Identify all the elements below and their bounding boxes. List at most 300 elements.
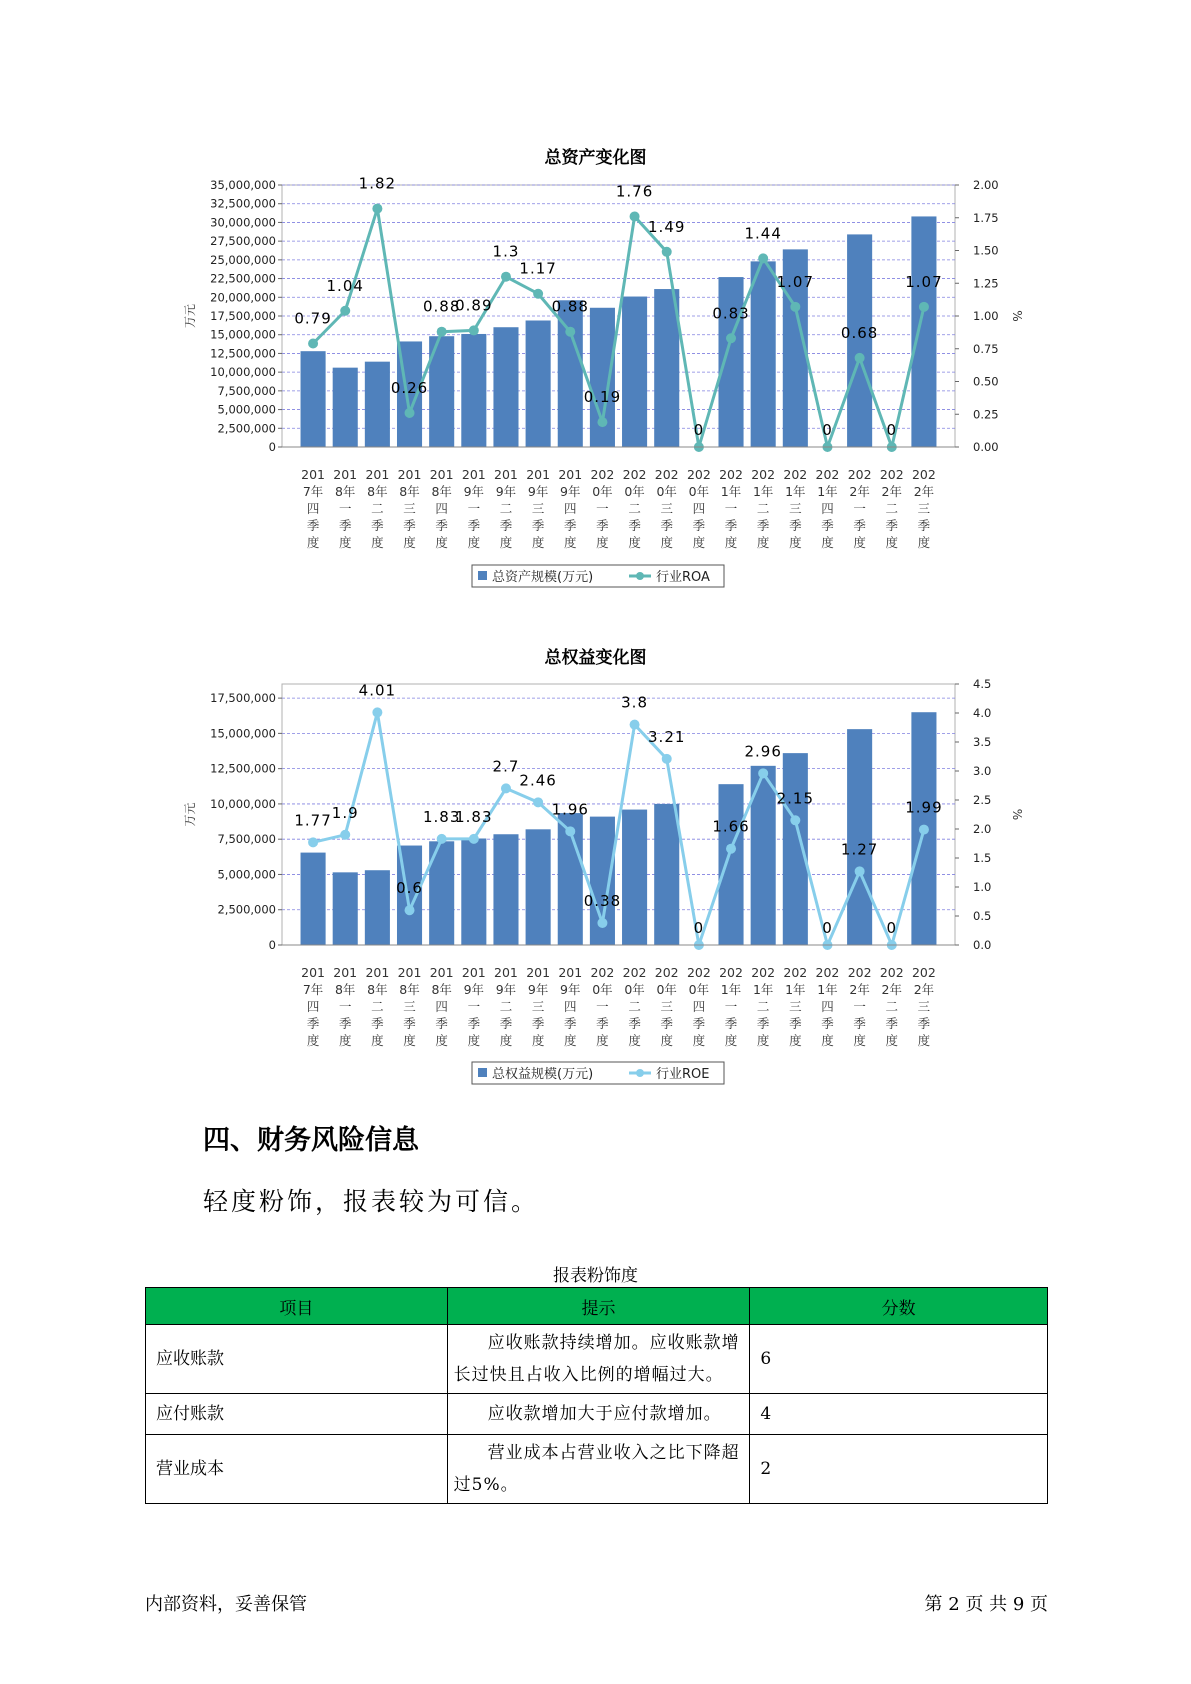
x-tick-label: 1年 xyxy=(752,484,774,499)
x-tick-label: 度 xyxy=(821,535,834,550)
y2-tick-label: 1.5 xyxy=(973,851,992,865)
y2-tick-label: 0.5 xyxy=(973,909,992,923)
row-item: 营业成本 xyxy=(146,1435,448,1504)
x-tick-label: 202 xyxy=(686,965,711,980)
x-tick-label: 度 xyxy=(403,535,416,550)
x-tick-label: 9年 xyxy=(495,982,517,997)
line-point xyxy=(630,720,640,730)
line-point xyxy=(855,866,865,876)
x-tick-label: 度 xyxy=(628,1033,641,1048)
x-tick-label: 0年 xyxy=(688,484,710,499)
x-tick-label: 9年 xyxy=(527,484,549,499)
x-tick-label: 202 xyxy=(622,965,647,980)
line-point xyxy=(630,211,640,221)
x-tick-label: 季 xyxy=(499,518,513,533)
line-point xyxy=(437,327,447,337)
y-tick-label: 10,000,000 xyxy=(210,365,276,380)
x-tick-label: 季 xyxy=(917,518,931,533)
y-tick-label: 32,500,000 xyxy=(210,196,276,211)
x-tick-label: 季 xyxy=(628,518,641,533)
x-tick-label: 0年 xyxy=(688,982,710,997)
data-label: 1.27 xyxy=(840,840,879,859)
y2-tick-label: 0.25 xyxy=(973,407,999,422)
x-tick-label: 202 xyxy=(686,467,711,482)
x-tick-label: 三 xyxy=(660,999,673,1014)
y-tick-label: 0 xyxy=(268,938,276,952)
data-label: 2.96 xyxy=(744,742,782,761)
bar xyxy=(911,216,936,447)
line-point xyxy=(919,302,929,312)
x-tick-label: 三 xyxy=(789,501,802,516)
row-score: 6 xyxy=(750,1325,1048,1394)
x-tick-label: 季 xyxy=(306,1016,320,1031)
x-tick-label: 度 xyxy=(596,535,609,550)
data-label: 1.3 xyxy=(492,242,520,261)
bar xyxy=(461,334,486,447)
x-tick-label: 202 xyxy=(815,467,840,482)
x-tick-label: 季 xyxy=(756,1016,770,1031)
x-tick-label: 度 xyxy=(531,535,545,550)
row-item: 应收账款 xyxy=(146,1325,448,1394)
x-tick-label: 度 xyxy=(853,1033,866,1048)
y-tick-label: 17,500,000 xyxy=(210,691,276,706)
row-score: 4 xyxy=(750,1394,1048,1435)
x-tick-label: 度 xyxy=(499,1033,513,1048)
y2-tick-label: 0.00 xyxy=(973,440,999,454)
x-tick-label: 二 xyxy=(371,501,384,516)
data-label: 1.04 xyxy=(326,276,364,295)
x-tick-label: 季 xyxy=(467,1016,481,1031)
x-tick-label: 三 xyxy=(403,999,416,1014)
data-label: 1.96 xyxy=(551,800,589,819)
table-row xyxy=(146,1325,1048,1394)
x-tick-label: 0年 xyxy=(592,982,613,997)
x-tick-label: 202 xyxy=(783,965,808,980)
line-point xyxy=(565,826,575,836)
x-tick-label: 201 xyxy=(558,965,583,980)
x-tick-label: 201 xyxy=(526,965,551,980)
row-hint: 营业成本占营业收入之比下降超过5%。 xyxy=(447,1435,750,1504)
x-tick-label: 季 xyxy=(371,1016,384,1031)
line-point xyxy=(662,247,672,257)
x-tick-label: 度 xyxy=(789,1033,802,1048)
x-tick-label: 季 xyxy=(628,1016,641,1031)
legend-line-marker xyxy=(636,1069,644,1077)
x-tick-label: 201 xyxy=(461,467,486,482)
line-point xyxy=(758,253,768,263)
x-tick-label: 季 xyxy=(692,1016,706,1031)
header-score: 分数 xyxy=(750,1288,1048,1325)
x-tick-label: 季 xyxy=(403,1016,416,1031)
x-tick-label: 202 xyxy=(751,965,776,980)
x-tick-label: 季 xyxy=(467,518,481,533)
x-tick-label: 202 xyxy=(879,467,904,482)
line-point xyxy=(405,408,415,418)
x-tick-label: 季 xyxy=(660,518,673,533)
footer-confidential: 内部资料，妥善保管 xyxy=(145,1594,307,1615)
data-label: 0 xyxy=(693,919,705,937)
x-tick-label: 201 xyxy=(301,467,326,482)
x-tick-label: 9年 xyxy=(560,982,581,997)
x-tick-label: 二 xyxy=(628,501,641,516)
y2-tick-label: 4.5 xyxy=(973,677,992,691)
y2-tick-label: 3.5 xyxy=(973,735,992,749)
x-tick-label: 季 xyxy=(435,1016,448,1031)
line-point xyxy=(469,834,479,844)
bar xyxy=(526,829,551,945)
x-tick-label: 201 xyxy=(301,965,326,980)
line-point xyxy=(597,918,607,928)
x-tick-label: 季 xyxy=(564,518,577,533)
x-tick-label: 季 xyxy=(338,1016,352,1031)
x-tick-label: 四 xyxy=(692,999,706,1014)
y2-tick-label: 4.0 xyxy=(973,706,992,720)
x-tick-label: 度 xyxy=(692,535,706,550)
x-tick-label: 8年 xyxy=(367,484,388,499)
data-label: 0.79 xyxy=(294,309,332,328)
data-label: 3.21 xyxy=(648,727,686,746)
x-tick-label: 一 xyxy=(467,999,481,1014)
x-tick-label: 202 xyxy=(911,965,936,980)
y-axis-title: 万元 xyxy=(183,802,197,827)
y2-tick-label: 1.75 xyxy=(973,210,999,225)
x-tick-label: 度 xyxy=(756,535,770,550)
x-tick-label: 度 xyxy=(564,535,577,550)
x-tick-label: 202 xyxy=(654,467,679,482)
x-tick-label: 季 xyxy=(435,518,448,533)
legend-bar-swatch xyxy=(478,571,487,580)
x-tick-label: 202 xyxy=(911,467,936,482)
data-label: 2.15 xyxy=(776,789,815,808)
x-tick-label: 7年 xyxy=(302,982,324,997)
x-tick-label: 8年 xyxy=(399,982,420,997)
y2-tick-label: 1.25 xyxy=(973,276,999,291)
x-tick-label: 1年 xyxy=(752,982,774,997)
legend-line-label: 行业ROA xyxy=(656,570,710,585)
x-tick-label: 二 xyxy=(756,501,770,516)
x-tick-label: 8年 xyxy=(367,982,388,997)
x-tick-label: 三 xyxy=(917,501,931,516)
legend-bar-label: 总权益规模(万元) xyxy=(492,1067,594,1082)
x-tick-label: 季 xyxy=(306,518,320,533)
y2-tick-label: 1.00 xyxy=(973,309,999,323)
data-label: 2.46 xyxy=(519,771,557,790)
x-tick-label: 度 xyxy=(564,1033,577,1048)
y2-tick-label: 0.0 xyxy=(973,938,992,952)
y-tick-label: 2,500,000 xyxy=(217,421,276,436)
data-label: 1.07 xyxy=(776,272,815,291)
x-tick-label: 季 xyxy=(789,1016,802,1031)
bar xyxy=(493,834,518,945)
x-tick-label: 度 xyxy=(917,1033,931,1048)
x-tick-label: 1年 xyxy=(720,484,742,499)
x-tick-label: 度 xyxy=(467,535,481,550)
x-tick-label: 季 xyxy=(917,1016,931,1031)
x-tick-label: 度 xyxy=(338,535,352,550)
x-tick-label: 201 xyxy=(558,467,583,482)
table-header-row xyxy=(146,1288,1048,1325)
y2-tick-label: 1.0 xyxy=(973,880,992,894)
x-tick-label: 度 xyxy=(306,535,320,550)
x-tick-label: 季 xyxy=(724,518,738,533)
row-item: 应付账款 xyxy=(146,1394,448,1435)
bar xyxy=(526,320,551,447)
x-tick-label: 二 xyxy=(628,999,641,1014)
x-tick-label: 三 xyxy=(531,999,545,1014)
window-dressing-table xyxy=(145,1287,1048,1504)
x-tick-label: 季 xyxy=(692,518,706,533)
x-tick-label: 度 xyxy=(756,1033,770,1048)
x-tick-label: 202 xyxy=(719,467,743,482)
x-tick-label: 季 xyxy=(789,518,802,533)
data-label: 1.07 xyxy=(905,272,943,291)
x-tick-label: 度 xyxy=(531,1033,545,1048)
y2-axis-title: % xyxy=(1010,310,1024,322)
x-tick-label: 201 xyxy=(365,965,390,980)
y-tick-label: 25,000,000 xyxy=(210,252,276,267)
x-tick-label: 二 xyxy=(499,501,513,516)
data-label: 1.77 xyxy=(294,811,332,830)
bar xyxy=(461,838,486,945)
bar xyxy=(654,804,679,945)
x-tick-label: 201 xyxy=(461,965,486,980)
line-point xyxy=(372,204,382,214)
x-tick-label: 201 xyxy=(429,467,454,482)
x-tick-label: 0年 xyxy=(592,484,613,499)
data-label: 1.49 xyxy=(648,217,686,236)
x-tick-label: 度 xyxy=(660,535,673,550)
x-tick-label: 度 xyxy=(371,535,384,550)
x-tick-label: 202 xyxy=(847,965,872,980)
x-tick-label: 三 xyxy=(789,999,802,1014)
x-tick-label: 二 xyxy=(499,999,513,1014)
x-tick-label: 201 xyxy=(397,467,422,482)
line-point xyxy=(533,797,543,807)
x-tick-label: 2年 xyxy=(849,982,870,997)
data-label: 0 xyxy=(822,421,833,439)
line-point xyxy=(340,830,350,840)
x-tick-label: 201 xyxy=(365,467,390,482)
total-assets-chart xyxy=(0,165,1191,600)
data-label: 0.26 xyxy=(390,378,429,397)
y-tick-label: 12,500,000 xyxy=(210,346,276,361)
x-tick-label: 四 xyxy=(564,999,577,1014)
line-point xyxy=(405,905,415,915)
y-tick-label: 15,000,000 xyxy=(210,327,276,342)
x-tick-label: 9年 xyxy=(560,484,581,499)
x-tick-label: 201 xyxy=(494,467,518,482)
bar xyxy=(493,327,518,447)
bar xyxy=(718,277,743,447)
bar xyxy=(718,784,743,945)
x-tick-label: 一 xyxy=(338,999,352,1014)
x-tick-label: 一 xyxy=(724,999,738,1014)
x-tick-label: 季 xyxy=(885,518,899,533)
y2-tick-label: 2.00 xyxy=(973,178,999,192)
x-tick-label: 9年 xyxy=(463,982,485,997)
y2-tick-label: 1.50 xyxy=(973,243,999,258)
x-tick-label: 度 xyxy=(306,1033,320,1048)
x-tick-label: 202 xyxy=(879,965,904,980)
y-tick-label: 22,500,000 xyxy=(210,271,276,286)
data-label: 1.66 xyxy=(712,817,750,836)
x-tick-label: 度 xyxy=(724,1033,738,1048)
x-tick-label: 1年 xyxy=(720,982,742,997)
line-point xyxy=(758,768,768,778)
bar xyxy=(751,261,776,447)
x-tick-label: 202 xyxy=(622,467,647,482)
header-item: 项目 xyxy=(146,1288,448,1325)
x-tick-label: 2年 xyxy=(913,484,935,499)
data-label: 1.76 xyxy=(615,182,654,201)
bar xyxy=(847,729,872,945)
x-tick-label: 季 xyxy=(531,518,545,533)
y2-tick-label: 2.0 xyxy=(973,822,992,836)
data-label: 0.88 xyxy=(551,297,589,316)
x-tick-label: 0年 xyxy=(624,484,645,499)
x-tick-label: 度 xyxy=(596,1033,609,1048)
data-label: 0.19 xyxy=(583,388,622,407)
chart-title-equity: 总权益变化图 xyxy=(544,648,647,668)
x-tick-label: 三 xyxy=(531,501,545,516)
x-tick-label: 季 xyxy=(821,1016,834,1031)
y2-axis-title: % xyxy=(1010,808,1024,821)
y-tick-label: 12,500,000 xyxy=(210,761,276,776)
data-label: 0 xyxy=(886,919,898,937)
x-tick-label: 8年 xyxy=(431,484,452,499)
x-tick-label: 201 xyxy=(429,965,454,980)
x-tick-label: 季 xyxy=(596,518,609,533)
table-row xyxy=(146,1435,1048,1504)
y-tick-label: 17,500,000 xyxy=(210,309,276,323)
x-tick-label: 度 xyxy=(724,535,738,550)
bar xyxy=(333,368,358,447)
y-tick-label: 5,000,000 xyxy=(217,867,276,882)
x-tick-label: 四 xyxy=(692,501,706,516)
x-tick-label: 度 xyxy=(499,535,513,550)
x-tick-label: 1年 xyxy=(785,484,806,499)
x-tick-label: 一 xyxy=(853,999,866,1014)
bar xyxy=(333,872,358,945)
bar xyxy=(622,810,647,945)
y2-tick-label: 3.0 xyxy=(973,764,992,778)
x-tick-label: 202 xyxy=(751,467,776,482)
x-tick-label: 201 xyxy=(333,467,358,482)
risk-summary: 轻度粉饰，报表较为可信。 xyxy=(203,1187,540,1216)
y-axis-title: 万元 xyxy=(183,303,197,329)
legend-bar-label: 总资产规模(万元) xyxy=(492,570,594,585)
x-tick-label: 四 xyxy=(435,501,448,516)
table-row xyxy=(146,1394,1048,1435)
x-tick-label: 季 xyxy=(371,518,384,533)
data-label: 1.44 xyxy=(744,224,782,243)
x-tick-label: 季 xyxy=(499,1016,513,1031)
x-tick-label: 度 xyxy=(467,1033,481,1048)
x-tick-label: 度 xyxy=(371,1033,384,1048)
data-label: 1.9 xyxy=(331,803,359,822)
bar xyxy=(301,853,326,945)
x-tick-label: 季 xyxy=(403,518,416,533)
row-hint: 应收款增加大于应付款增加。 xyxy=(447,1394,750,1435)
x-tick-label: 度 xyxy=(917,535,931,550)
line-point xyxy=(726,844,736,854)
x-tick-label: 201 xyxy=(333,965,358,980)
x-tick-label: 度 xyxy=(660,1033,673,1048)
x-tick-label: 1年 xyxy=(785,982,806,997)
x-tick-label: 季 xyxy=(756,518,770,533)
footer-page-number: 第 2 页 共 9 页 xyxy=(924,1594,1048,1615)
y-tick-label: 5,000,000 xyxy=(217,402,276,417)
header-hint: 提示 xyxy=(447,1288,750,1325)
x-tick-label: 一 xyxy=(596,999,609,1014)
x-tick-label: 季 xyxy=(660,1016,673,1031)
y-tick-label: 7,500,000 xyxy=(217,832,276,847)
x-tick-label: 2年 xyxy=(881,982,903,997)
x-tick-label: 三 xyxy=(660,501,673,516)
x-tick-label: 度 xyxy=(789,535,802,550)
line-point xyxy=(662,754,672,764)
x-tick-label: 202 xyxy=(719,965,743,980)
y-tick-label: 7,500,000 xyxy=(217,383,276,398)
line-point xyxy=(726,333,736,343)
line-point xyxy=(469,325,479,335)
x-tick-label: 度 xyxy=(885,535,899,550)
x-tick-label: 季 xyxy=(724,1016,738,1031)
x-tick-label: 二 xyxy=(371,999,384,1014)
y2-tick-label: 0.75 xyxy=(973,341,999,356)
x-tick-label: 2年 xyxy=(913,982,935,997)
x-tick-label: 9年 xyxy=(495,484,517,499)
x-tick-label: 季 xyxy=(531,1016,545,1031)
x-tick-label: 9年 xyxy=(527,982,549,997)
y-tick-label: 0 xyxy=(268,440,276,454)
y-tick-label: 35,000,000 xyxy=(210,178,276,192)
line-point xyxy=(308,837,318,847)
x-tick-label: 二 xyxy=(885,999,899,1014)
x-tick-label: 季 xyxy=(853,518,866,533)
x-tick-label: 度 xyxy=(628,535,641,550)
y2-tick-label: 0.50 xyxy=(973,374,999,389)
x-tick-label: 季 xyxy=(853,1016,866,1031)
x-tick-label: 四 xyxy=(306,999,320,1014)
x-tick-label: 季 xyxy=(338,518,352,533)
data-label: 4.01 xyxy=(358,681,397,700)
data-label: 0 xyxy=(693,421,705,439)
data-label: 0 xyxy=(822,919,833,937)
bar xyxy=(365,362,390,447)
x-tick-label: 季 xyxy=(821,518,834,533)
data-label: 2.7 xyxy=(492,757,520,776)
line-point xyxy=(597,417,607,427)
y-tick-label: 30,000,000 xyxy=(210,215,276,230)
data-label: 1.83 xyxy=(455,807,493,826)
line-point xyxy=(855,353,865,363)
x-tick-label: 四 xyxy=(306,501,320,516)
x-tick-label: 四 xyxy=(435,999,448,1014)
row-hint: 应收账款持续增加。应收账款增长过快且占收入比例的增幅过大。 xyxy=(447,1325,750,1394)
line-point xyxy=(790,815,800,825)
x-tick-label: 度 xyxy=(821,1033,834,1048)
x-tick-label: 度 xyxy=(338,1033,352,1048)
x-tick-label: 一 xyxy=(596,501,609,516)
x-tick-label: 201 xyxy=(526,467,551,482)
x-tick-label: 0年 xyxy=(656,484,677,499)
x-tick-label: 8年 xyxy=(334,484,356,499)
data-label: 0.83 xyxy=(712,304,750,323)
data-label: 0.88 xyxy=(422,297,461,316)
line-point xyxy=(501,783,511,793)
x-tick-label: 季 xyxy=(885,1016,899,1031)
